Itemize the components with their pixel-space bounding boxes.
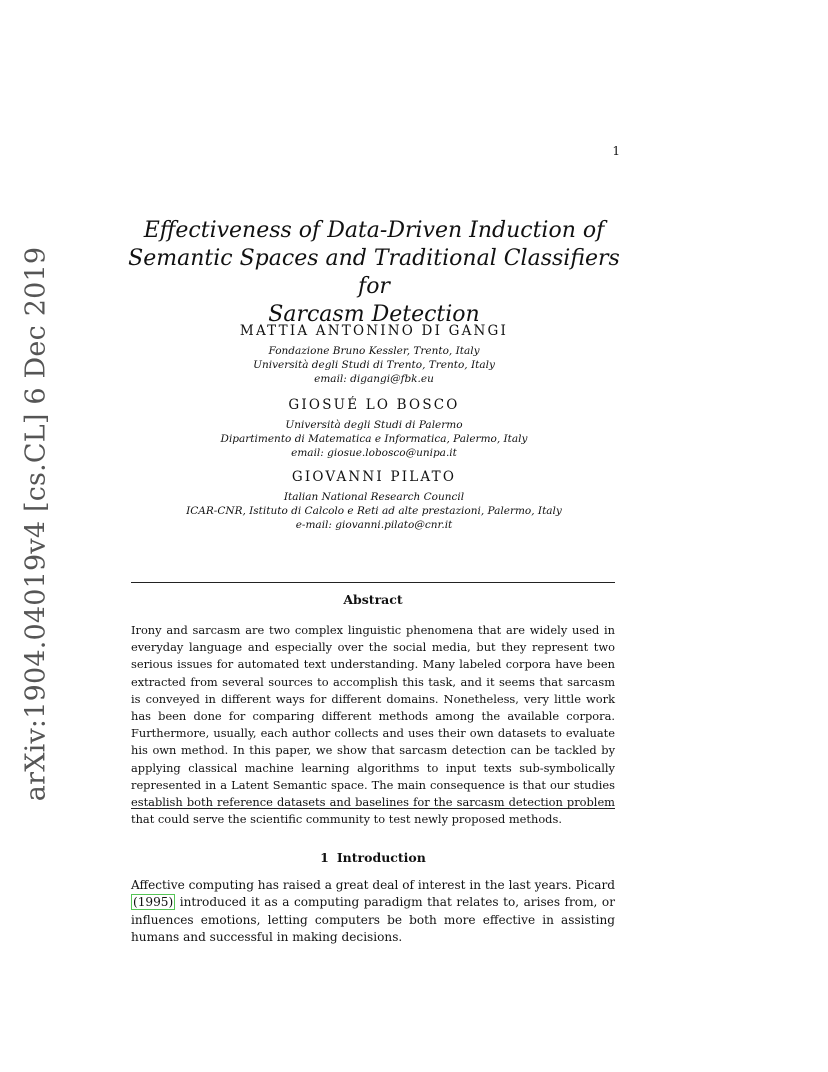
intro-text-before: Affective computing has raised a great deal of interest in the last years. Picard (131, 878, 615, 892)
abstract-top-rule (131, 582, 615, 583)
author-affiliation: ICAR-CNR, Istituto di Calcolo e Reti ad alte prestazioni, Palermo, Italy (186, 505, 562, 517)
paper-title (120, 217, 628, 329)
page-number: 1 (612, 144, 620, 158)
author-affiliation: Università degli Studi di Trento, Trento, Italy (253, 359, 495, 371)
author-email: email: digangi@fbk.eu (314, 373, 434, 385)
citation-link[interactable]: (1995) (133, 895, 174, 910)
author-name: GIOVANNI PILATO (291, 469, 457, 485)
author-affiliation: Italian National Research Council (283, 491, 465, 503)
author-affiliation: Università degli Studi di Palermo (285, 419, 463, 431)
arxiv-stamp: arXiv:1904.04019v4 [cs.CL] 6 Dec 2019 (20, 246, 52, 802)
title-line: Semantic Spaces and Traditional Classifiers for (128, 246, 620, 299)
abstract-heading: Abstract (343, 592, 403, 607)
introduction-text (131, 877, 615, 947)
author-name: GIOSUÉ LO BOSCO (288, 397, 460, 413)
author-block (120, 322, 628, 386)
section-number: 1 (320, 850, 329, 865)
section-title: Introduction (336, 850, 426, 865)
author-email: e-mail: giovanni.pilato@cnr.it (295, 519, 453, 531)
author-affiliation: Fondazione Bruno Kessler, Trento, Italy (268, 345, 480, 357)
title-line: Effectiveness of Data-Driven Induction of (143, 218, 605, 243)
intro-text-after: introduced it as a computing paradigm that relates to, arises from, or influences emotions, letting computers be both more effective in assisting humans and successful in making decisions. (131, 895, 615, 945)
title-line: Sarcasm Detection (268, 302, 480, 327)
author-email: email: giosue.lobosco@unipa.it (291, 447, 457, 459)
author-block (120, 468, 628, 532)
abstract-bottom-rule (131, 808, 615, 809)
section-heading-introduction (131, 850, 615, 865)
author-affiliation: Dipartimento di Matematica e Informatica, Palermo, Italy (220, 433, 528, 445)
author-block (120, 396, 628, 460)
author-name: MATTIA ANTONINO DI GANGI (239, 323, 509, 339)
abstract-text: Irony and sarcasm are two complex linguistic phenomena that are widely used in everyday language and especially over the social media, but they represent two serious issues for automated text understanding. Many labeled corpora have been extracted from several sources to accomplish this task, and it seems that sarcasm is conveyed in different ways for different domains. Nonetheless, very little work has been done for comparing different methods among the available corpora. Furthermore, usually, each author collects and uses their own datasets to evaluate his own method. In this paper, we show that sarcasm detection can be tackled by applying classical machine learning algorithms to input texts sub-symbolically represented in a Latent Semantic space. The main consequence is that our studies establish both reference datasets and baselines for the sarcasm detection problem that could serve the scientific community to test newly proposed methods. (131, 623, 615, 827)
